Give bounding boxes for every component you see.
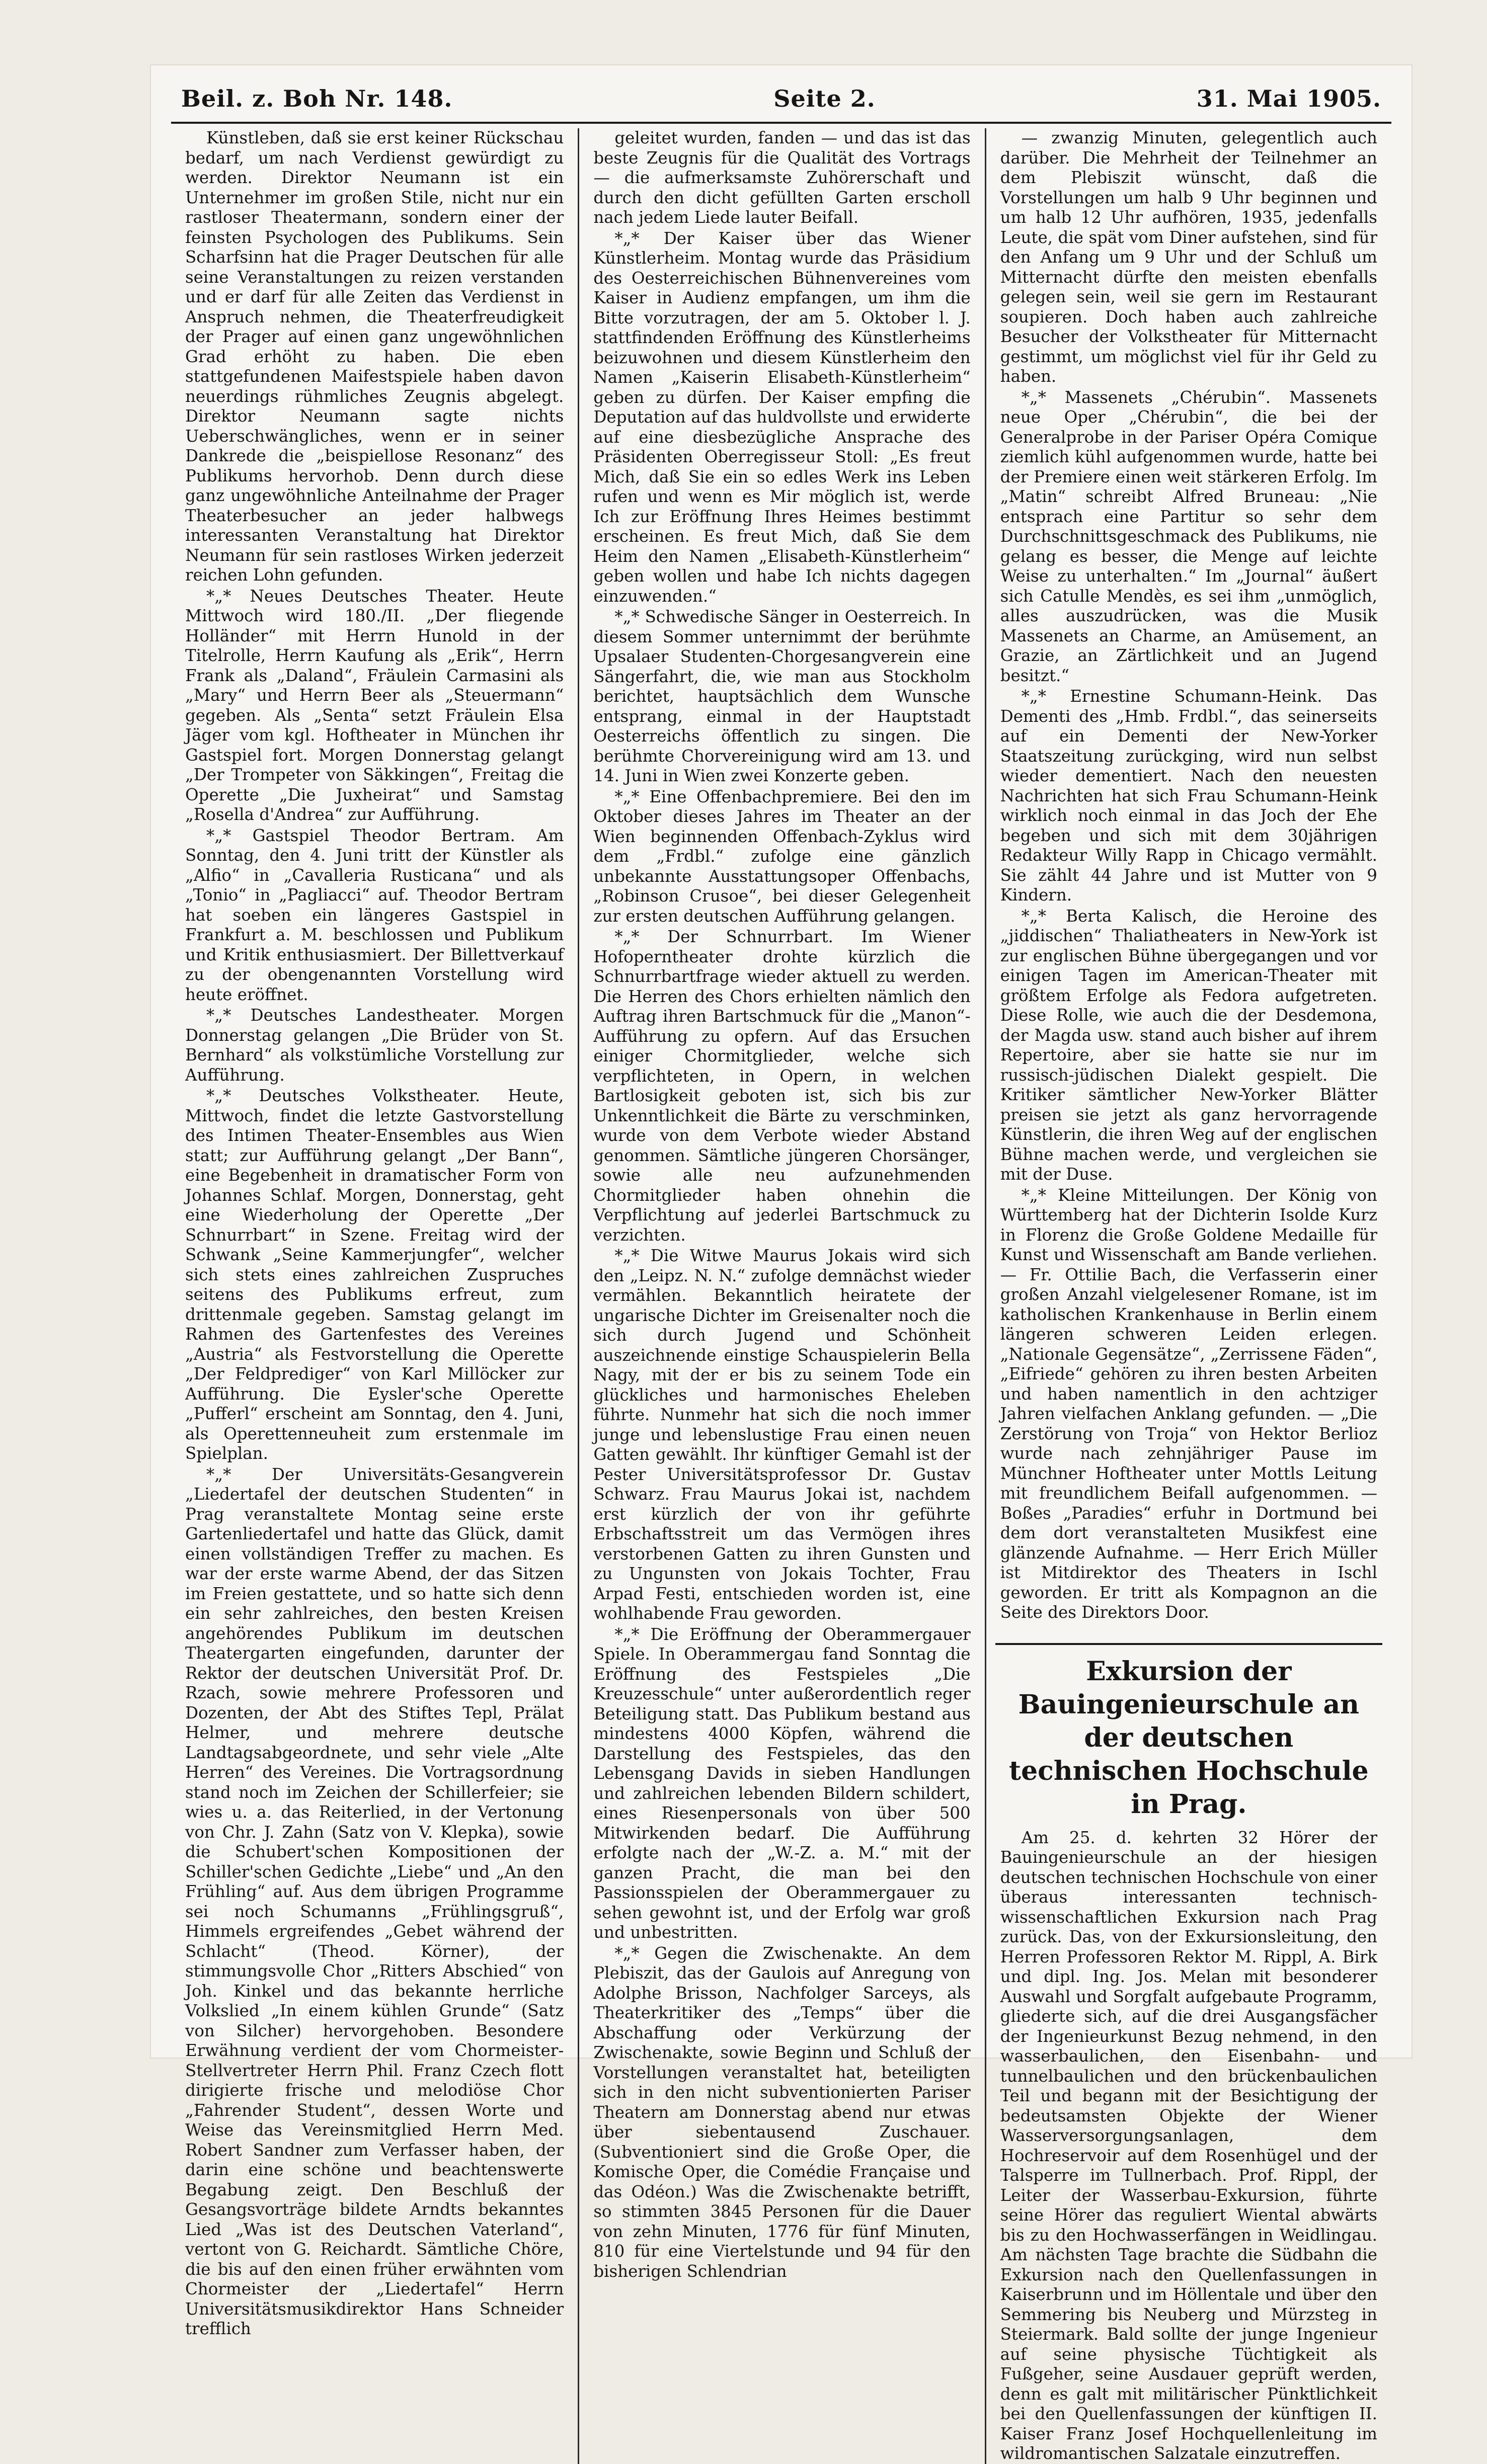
column-3 <box>985 128 1391 2464</box>
paragraph: *„* Schwedische Sänger in Oesterreich. In diesem Sommer unternimmt der berühmte Upsalaer Studenten-Chorgesangverein eine Sängerfahrt, die, wie man aus Stockholm berichtet, hauptsächlich dem Wunsche entsprang, einmal in der Hauptstadt Oesterreichs öffentlich zu singen. Die berühmte Chorvereinigung wird am 13. und 14. Juni in Wien zwei Konzerte geben. <box>593 607 971 785</box>
paragraph: *„* Die Eröffnung der Oberammergauer Spiele. In Oberammergau fand Sonntag die Eröffnung des Festspieles „Die Kreuzesschule“ unter außerordentlich reger Beteiligung statt. Das Publikum bestand aus mindestens 4000 Köpfen, während die Darstellung des Festspieles, das den Lebensgang Davids in sieben Handlungen und zahlreichen lebenden Bildern schildert, eines Riesenpersonals von über 500 Mitwirkenden bedarf. Die Aufführung erfolgte nach der „W.-Z. a. M.“ mit der ganzen Pracht, die man bei den Passionsspielen der Oberammergauer zu sehen gewohnt ist, und der Erfolg war groß und unbestritten. <box>593 1624 971 1942</box>
header-rule <box>171 122 1391 124</box>
header-left: Beil. z. Boh Nr. 148. <box>181 85 453 112</box>
column-2 <box>578 128 984 2464</box>
paragraph: *„* Deutsches Landestheater. Morgen Donnerstag gelangen „Die Brüder von St. Bernhard“ als volkstümliche Vorstellung zur Aufführung. <box>185 1006 564 1085</box>
paragraph: *„* Gastspiel Theodor Bertram. Am Sonntag, den 4. Juni tritt der Künstler als „Alfio“ in „Cavalleria Rusticana“ und als „Tonio“ in „Pagliacci“ auf. Theodor Bertram hat soeben ein längeres Gastspiel in Frankfurt a. M. beschlossen und Publikum und Kritik enthusiasmiert. Der Billettverkauf zu der obengenannten Vorstellung wird heute eröffnet. <box>185 826 564 1004</box>
article-title: Exkursion der Bauingenieurschule an der deutschen technischen Hochschule in Prag. <box>1009 1656 1369 1820</box>
paragraph: *„* Der Kaiser über das Wiener Künstlerheim. Montag wurde das Präsidium des Oesterreichischen Bühnenvereines vom Kaiser in Audienz empfangen, um ihm die Bitte vorzutragen, der am 5. Oktober l. J. stattfindenden Eröffnung des Künstlerheims beizuwohnen und diesem Künstlerheim den Namen „Kaiserin Elisabeth-Künstlerheim“ geben zu dürfen. Der Kaiser empfing die Deputation auf das huldvollste und erwiderte auf eine diesbezügliche Ansprache des Präsidenten Oberregisseur Stoll: „Es freut Mich, daß Sie ein so edles Werk ins Leben rufen und wenn es Mir möglich ist, werde Ich zur Eröffnung Ihres Heimes bestimmt erscheinen. Es freut Mich, daß Sie dem Heim den Namen „Elisabeth-Künstlerheim“ geben wollen und habe Ich nichts dagegen einzuwenden.“ <box>593 228 971 606</box>
column-1 <box>171 128 578 2464</box>
paragraph: Am 25. d. kehrten 32 Hörer der Bauingenieurschule an der hiesigen deutschen technischen Hochschule von einer überaus interessanten technisch-wissenschaftlichen Exkursion nach Prag zurück. Das, von der Exkursionsleitung, den Herren Professoren Rektor M. Rippl, A. Birk und dipl. Ing. Jos. Melan mit besonderer Auswahl und Sorgfalt aufgebaute Programm, gliederte sich, auf die drei Ausgangsfächer der Ingenieurkunst Bezug nehmend, in den wasserbaulichen, den Eisenbahn- und tunnelbaulichen und den brückenbaulichen Teil und begann mit der Besichtigung der bedeutsamsten Objekte der Wiener Wasserversorgungsanlagen, dem Hochreservoir auf dem Rosenhügel und der Talsperre im Tullnerbach. Prof. Rippl, der Leiter der Wasserbau-Exkursion, führte seine Hörer das reguliert Wiental abwärts bis zu den Hochwasserfängen in Weidlingau. Am nächsten Tage brachte die Südbahn die Exkursion nach den Quellenfassungen in Kaiserbrunn und im Höllentale und über den Semmering bis Neuberg und Mürzsteg in Steiermark. Bald sollte der junge Ingenieur auf seine physische Tüchtigkeit als Fußgeher, seine Ausdauer geprüft werden, denn es galt mit militärischer Pünktlichkeit bei den Quellenfassungen der künftigen II. Kaiser Franz Josef Hochquellenleitung im wildromantischen Salzatale einzutreffen. <box>1000 1828 1377 2463</box>
paragraph: *„* Der Schnurrbart. Im Wiener Hofoperntheater drohte kürzlich die Schnurrbartfrage wieder aktuell zu werden. Die Herren des Chors erhielten nämlich den Auftrag ihren Bartschmuck für die „Manon“-Aufführung zu opfern. Auf das Ersuchen einiger Chormitglieder, welche sich verpflichteten, in Opern, in welchen Bartlosigkeit geboten ist, sich bis zur Unkenntlichkeit die Bärte zu verschminken, wurde von dem Verbote wieder Abstand genommen. Sämtliche jüngeren Chorsänger, sowie alle neu aufzunehmenden Chormitglieder haben ohnehin die Verpflichtung auf jederlei Bartschmuck zu verzichten. <box>593 927 971 1245</box>
text-columns <box>171 128 1391 2463</box>
paragraph: *„* Massenets „Chérubin“. Massenets neue Oper „Chérubin“, die bei der Generalprobe in der Pariser Opéra Comique ziemlich kühl aufgenommen wurde, hatte bei der Premiere einen weit stärkeren Erfolg. Im „Matin“ schreibt Alfred Bruneau: „Nie entsprach eine Partitur so sehr dem Durchschnittsgeschmack des Publikums, nie gelang es besser, die Menge auf leichte Weise zu unterhalten.“ Im „Journal“ äußert sich Catulle Mendès, es sei ihm „unmöglich, alles auszudrücken, was die Musik Massenets an Charme, an Amüsement, an Grazie, an Zärtlichkeit und an Jugend besitzt.“ <box>1000 387 1377 685</box>
paragraph: *„* Kleine Mitteilungen. Der König von Württemberg hat der Dichterin Isolde Kurz in Florenz die Große Goldene Medaille für Kunst und Wissenschaft am Bande verliehen. — Fr. Ottilie Bach, die Verfasserin einer großen Anzahl vielgelesener Romane, ist im katholischen Krankenhause in Berlin einem längeren schweren Leiden erlegen. „Nationale Gegensätze“, „Zerrissene Fäden“, „Eifriede“ gehören zu ihren besten Arbeiten und haben namentlich in den achtziger Jahren vielfachen Anklang gefunden. — „Die Zerstörung von Troja“ von Hektor Berlioz wurde nach zehnjähriger Pause im Münchner Hoftheater unter Mottls Leitung mit freundlichem Beifall aufgenommen. — Boßes „Paradies“ erfuhr in Dortmund bei dem dort veranstalteten Musikfest eine glänzende Aufnahme. — Herr Erich Müller ist Mitdirektor des Theaters in Ischl geworden. Er tritt als Kompagnon an die Seite des Direktors Door. <box>1000 1185 1377 1622</box>
paragraph: *„* Eine Offenbachpremiere. Bei den im Oktober dieses Jahres im Theater an der Wien beginnenden Offenbach-Zyklus wird dem „Frdbl.“ zufolge eine gänzlich unbekannte Ausstattungsoper Offenbachs, „Robinson Crusoe“, bei dieser Gelegenheit zur ersten deutschen Aufführung gelangen. <box>593 787 971 926</box>
paragraph: geleitet wurden, fanden — und das ist das beste Zeugnis für die Qualität des Vortrags — die aufmerksamste Zuhörerschaft und durch den dicht gefüllten Garten erscholl nach jedem Liede lauter Beifall. <box>593 128 971 227</box>
paragraph: *„* Die Witwe Maurus Jokais wird sich den „Leipz. N. N.“ zufolge demnächst wieder vermählen. Bekanntlich heiratete der ungarische Dichter im Greisenalter noch die sich durch Jugend und Schönheit auszeichnende einstige Schauspielerin Bella Nagy, mit der er bis zu seinem Tode ein glückliches und harmonisches Eheleben führte. Nunmehr hat sich die noch immer junge und lebenslustige Frau einen neuen Gatten gewählt. Ihr künftiger Gemahl ist der Pester Universitätsprofessor Dr. Gustav Schwarz. Frau Maurus Jokai ist, nachdem erst kürzlich der von ihr geführte Erbschaftsstreit um das Vermögen ihres verstorbenen Gatten zu ihren Gunsten und zu Ungunsten von Jokais Tochter, Frau Arpad Festi, entschieden worden ist, eine wohlhabende Frau geworden. <box>593 1246 971 1623</box>
paragraph: *„* Gegen die Zwischenakte. An dem Plebiszit, das der Gaulois auf Anregung von Adolphe Brisson, Nachfolger Sarceys, als Theaterkritiker des „Temps“ über die Abschaffung oder Verkürzung der Zwischenakte, sowie Beginn und Schluß der Vorstellungen veranstaltet hat, beteiligten sich in den nicht subventionierten Pariser Theatern am Donnerstag abend nur etwas über siebentausend Zuschauer. (Subventioniert sind die Große Oper, die Komische Oper, die Comédie Française und das Odéon.) Was die Zwischenakte betrifft, so stimmten 3845 Personen für die Dauer von zehn Minuten, 1776 für fünf Minuten, 810 für eine Viertelstunde und 94 für den bisherigen Schlendrian <box>593 1943 971 2281</box>
header-date: 31. Mai 1905. <box>1196 85 1381 112</box>
paragraph: *„* Der Universitäts-Gesangverein „Liedertafel der deutschen Studenten“ in Prag veranstaltete Montag seine erste Gartenliedertafel und hatte das Glück, damit einen vollständigen Treffer zu machen. Es war der erste warme Abend, der das Sitzen im Freien gestattete, und so hatte sich denn ein sehr zahlreiches, den besten Kreisen angehörendes Publikum im deutschen Theatergarten eingefunden, darunter der Rektor der deutschen Universität Prof. Dr. Rzach, sowie mehrere Professoren und Dozenten, der Abt des Stiftes Tepl, Prälat Helmer, und mehrere deutsche Landtagsabgeordnete, und sehr viele „Alte Herren“ des Vereines. Die Vortragsordnung stand noch im Zeichen der Schillerfeier; sie wies u. a. das Reiterlied, in der Vertonung von Chr. J. Zahn (Satz von V. Klepka), sowie die Schubert'schen Kompositionen der Schiller'schen Gedichte „Liebe“ und „An den Frühling“ auf. Aus dem übrigen Programme sei noch Schumanns „Frühlingsgruß“, Himmels ergreifendes „Gebet während der Schlacht“ (Theod. Körner), der stimmungsvolle Chor „Ritters Abschied“ von Joh. Kinkel und das bekannte herrliche Volkslied „In einem kühlen Grunde“ (Satz von Silcher) hervorgehoben. Besondere Erwähnung verdient der vom Chormeister-Stellvertreter Herrn Phil. Franz Czech flott dirigierte frische und melodiöse Chor „Fahrender Student“, dessen Worte und Weise das Vereinsmitglied Herrn Med. Robert Sandner zum Verfasser haben, der darin eine schöne und beachtenswerte Begabung zeigt. Den Beschluß der Gesangsvorträge bildete Arndts bekanntes Lied „Was ist des Deutschen Vaterland“, vertont von G. Reichardt. Sämtliche Chöre, die bis auf den einen früher erwähnten vom Chormeister der „Liedertafel“ Herrn Universitätsmusikdirektor Hans Schneider trefflich <box>185 1464 564 2338</box>
paragraph: *„* Deutsches Volkstheater. Heute, Mittwoch, findet die letzte Gastvorstellung des Intimen Theater-Ensembles aus Wien statt; zur Aufführung gelangt „Der Bann“, eine Begebenheit in dramatischer Form von Johannes Schlaf. Morgen, Donnerstag, geht eine Wiederholung der Operette „Der Schnurrbart“ in Szene. Freitag wird der Schwank „Seine Kammerjungfer“, welcher sich stets eines zahlreichen Zuspruches seitens des Publikums erfreut, zum drittenmale gegeben. Samstag gelangt im Rahmen des Gartenfestes des Vereines „Austria“ als Festvorstellung die Operette „Der Feldprediger“ von Karl Millöcker zur Aufführung. Die Eysler'sche Operette „Pufferl“ erscheint am Sonntag, den 4. Juni, als Operettenneuheit zum erstenmale im Spielplan. <box>185 1086 564 1463</box>
paragraph: — zwanzig Minuten, gelegentlich auch darüber. Die Mehrheit der Teilnehmer an dem Plebiszit wünscht, daß die Vorstellungen um halb 9 Uhr beginnen und um halb 12 Uhr aufhören, 1935, jedenfalls Leute, die spät vom Diner aufstehen, sind für den Anfang um 9 Uhr und der Schluß um Mitternacht dürfte den meisten ebenfalls gelegen sein, weil sie gern im Restaurant soupieren. Doch haben auch zahlreiche Besucher der Volkstheater für Mitternacht gestimmt, um möglichst viel für ihr Geld zu haben. <box>1000 128 1377 386</box>
newspaper-page <box>151 65 1412 2463</box>
section-divider <box>995 1643 1382 1645</box>
page-header <box>181 80 1381 117</box>
paragraph: *„* Berta Kalisch, die Heroine des „jiddischen“ Thaliatheaters in New-York ist zur englischen Bühne übergegangen und vor einigen Tagen im American-Theater mit größtem Erfolge als Fedora aufgetreten. Diese Rolle, wie auch die der Desdemona, der Magda usw. stand auch bisher auf ihrem Repertoire, aber sie hatte sie nur im russisch-jüdischen Dialekt gespielt. Die Kritiker sämtlicher New-Yorker Blätter preisen sie jetzt als ganz hervorragende Künstlerin, die ihren Weg auf der englischen Bühne machen werde, und vergleichen sie mit der Duse. <box>1000 906 1377 1184</box>
paragraph: Künstleben, daß sie erst keiner Rückschau bedarf, um nach Verdienst gewürdigt zu werden. Direktor Neumann ist ein Unternehmer im großen Stile, nicht nur ein rastloser Theatermann, sondern einer der feinsten Psychologen des Publikums. Sein Scharfsinn hat die Prager Deutschen für alle seine Veranstaltungen zu reizen verstanden und er darf für alle Zeiten das Verdienst in Anspruch nehmen, die Theaterfreudigkeit der Prager auf einen ganz ungewöhnlichen Grad erhöht zu haben. Die eben stattgefundenen Maifestspiele haben davon neuerdings rühmliches Zeugnis abgelegt. Direktor Neumann sagte nichts Ueberschwängliches, wenn er in seiner Dankrede die „beispiellose Resonanz“ des Publikums hervorhob. Denn durch diese ganz ungewöhnliche Anteilnahme der Prager Theaterbesucher an jeder halbwegs interessanten Veranstaltung hat Direktor Neumann für sein rastloses Wirken jederzeit reichen Lohn gefunden. <box>185 128 564 585</box>
header-page-number: Seite 2. <box>773 85 876 112</box>
paragraph: *„* Ernestine Schumann-Heink. Das Dementi des „Hmb. Frdbl.“, das seinerseits auf ein Dementi der New-Yorker Staatszeitung zurückging, wird nun selbst wieder dementiert. Nach den neuesten Nachrichten hat sich Frau Schumann-Heink wirklich noch einmal in das Joch der Ehe begeben und sich mit dem 30jährigen Redakteur Willy Rapp in Chicago vermählt. Sie zählt 44 Jahre und ist Mutter von 9 Kindern. <box>1000 687 1377 905</box>
paragraph: *„* Neues Deutsches Theater. Heute Mittwoch wird 180./II. „Der fliegende Holländer“ mit Herrn Hunold in der Titelrolle, Herrn Kaufung als „Erik“, Herrn Frank als „Daland“, Fräulein Carmasini als „Mary“ und Herrn Beer als „Steuermann“ gegeben. Als „Senta“ setzt Fräulein Elsa Jäger vom kgl. Hoftheater in München ihr Gastspiel fort. Morgen Donnerstag gelangt „Der Trompeter von Säkkingen“, Freitag die Operette „Die Juxheirat“ und Samstag „Rosella d'Andrea“ zur Aufführung. <box>185 586 564 824</box>
